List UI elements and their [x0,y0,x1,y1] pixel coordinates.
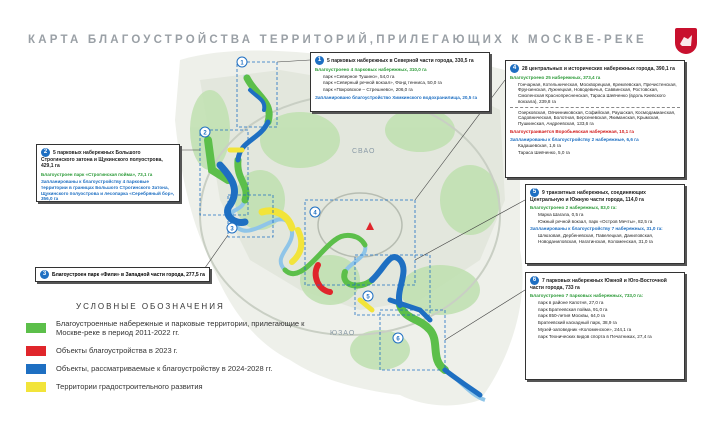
callout-item: парк 850-летия Москвы, 64,0 га [538,313,605,319]
callout-blue-summary: Запланированы к благоустройству 4 парковые территории в границах Большого Строгинского Затона, Щукинского полуострова и лесопарка «Серебряный бор», 356,0 га [41,179,175,202]
legend-text: Объекты благоустройства в 2023 г. [56,346,178,356]
legend-swatch-blue [26,364,46,374]
legend-title: УСЛОВНЫЕ ОБОЗНАЧЕНИЯ [76,302,225,311]
callout-blue-summary: Запланированы к благоустройству 2 набережные, 6,6 га [510,136,639,142]
legend-item [26,364,326,374]
callout-text: Благоустроен парк «Фили» в Западной части города, 277,5 га [52,271,205,278]
callout-item: Гончарная, Котельническая, Москворецкая, Кремлевская, Пречистенская, Фрунзенская, Лужнецкая, Новодевичья, Саввинская, Ростовская, Смоленская Краснопресненская, Тараса Шевченко (вдоль Киевского вокзала), 239,8 га [518,81,677,104]
callout-item: Музей-заповедник «Коломенское», 244,1 га [538,326,632,332]
callout-item: парк «Покровское – Стрешнево», 206,0 га [323,87,413,93]
zone-number: 1 [315,56,324,65]
zone-number: 4 [510,64,519,73]
callout-green-summary: Благоустроено 7 парковых набережных, 733,0 га: [530,293,644,299]
callout-item: Тараса Шевченко, 5,0 га [518,150,570,156]
callout-item: парк Братеевская пойма, 91,0 га [538,306,608,312]
callout-zone-4 [505,60,685,178]
zone-number: 2 [41,148,50,157]
callout-heading: 5 парковых набережных Большого Строгинского затона и Щукинского полуострова, 429,1 га [41,149,163,170]
legend-swatch-yellow [26,382,46,392]
callout-item: Шлюзовая, Дербеневская, Павелецкая, Даниловская, Новоданиловская, Нагатинская, Коломенская, 31,0 га [538,233,654,244]
legend-text: Объекты, рассматриваемые к благоустройству в 2024-2028 гг. [56,364,273,374]
callout-zone-1 [310,52,490,112]
svg-text:1: 1 [240,60,244,67]
zone-number: 6 [530,276,539,285]
callout-item: парк Технических видов спорта в Печатниках, 27,4 га [538,333,652,339]
callout-zone-6 [525,272,685,380]
district-label-yuzao: ЮЗАО [330,330,356,337]
callout-heading: 7 парковых набережных Южной и Юго-Восточной части города, 733 га [530,277,667,291]
legend-item [26,346,326,356]
callout-item: парк «Северный речной вокзал», Фонд тенниса, 50,0 га [323,80,442,86]
callout-item: Озерковская, Овчинниковская, Софийская, Раушская, Космодамианская, Садовническая, Болотная, Берсеневская, Якиманская, Крымская, Пушкинская, Андреевская, 133,6 га [518,109,676,127]
callout-green-summary: Благоустроено 2 набережных, 83,0 га: [530,205,617,211]
zone-number: 3 [40,270,49,279]
callout-zone-2 [36,144,180,202]
callout-item: Марка Шагала, 0,5 га [538,211,584,217]
svg-text:6: 6 [396,336,400,343]
callout-zone-5 [525,184,685,264]
callout-green-summary: Благоустроено 4 парковых набережных, 310,0 га [315,67,427,72]
callout-green-summary: Благоустроено 25 набережных, 373,4 га [510,75,601,80]
callout-item: парк «Северное Тушино», 54,0 га [323,73,395,79]
callout-heading: 28 центральных и исторических набережных города, 390,1 га [522,65,675,72]
district-label-svao: СВАО [352,148,376,155]
callout-zone-3 [35,267,210,282]
callout-blue-summary: Запланированы к благоустройству 7 набережных, 31,0 га: [530,226,663,232]
map-legend [26,302,326,400]
legend-swatch-green [26,323,46,333]
callout-item: Кадашевская, 1,6 га [518,143,561,149]
callout-item: Южный речной вокзал, парк «Остров Мечты», 82,5 га [538,218,653,224]
callout-blue-summary: Запланировано благоустройство Химкинского водохранилища, 20,5 га [315,94,478,100]
callout-green-summary: Благоустроен парк «Строгинская пойма», 73,1 га [41,171,153,177]
moscow-emblem-icon [675,28,697,54]
callout-item: Братеевский каскадный парк, 38,9 га [538,320,617,326]
legend-text: Благоустроенные набережные и парковые территории, прилегающие к Москве-реке в период 2011-2022 гг. [56,319,305,338]
legend-item [26,382,326,392]
callout-item: парк в районе Капотня, 27,0 га [538,299,604,305]
legend-swatch-red [26,346,46,356]
zone-number: 5 [530,188,539,197]
svg-text:5: 5 [366,294,370,301]
svg-text:4: 4 [313,210,317,217]
legend-text: Территории градостроительного развития [56,382,203,392]
svg-text:3: 3 [230,226,234,233]
callout-heading: 5 парковых набережных в Северной части города, 330,5 га [327,57,474,64]
callout-heading: 9 транзитных набережных, соединяющих Центральную и Южную части города, 114,0 га [530,189,646,203]
page-title: КАРТА БЛАГОУСТРОЙСТВА ТЕРРИТОРИЙ,ПРИЛЕГАЮЩИХ К МОСКВЕ-РЕКЕ [28,34,647,46]
callout-red-summary: Благоустраивается Воробьевская набережная, 10,1 га [510,128,634,134]
legend-item [26,319,326,338]
svg-text:2: 2 [203,130,207,137]
